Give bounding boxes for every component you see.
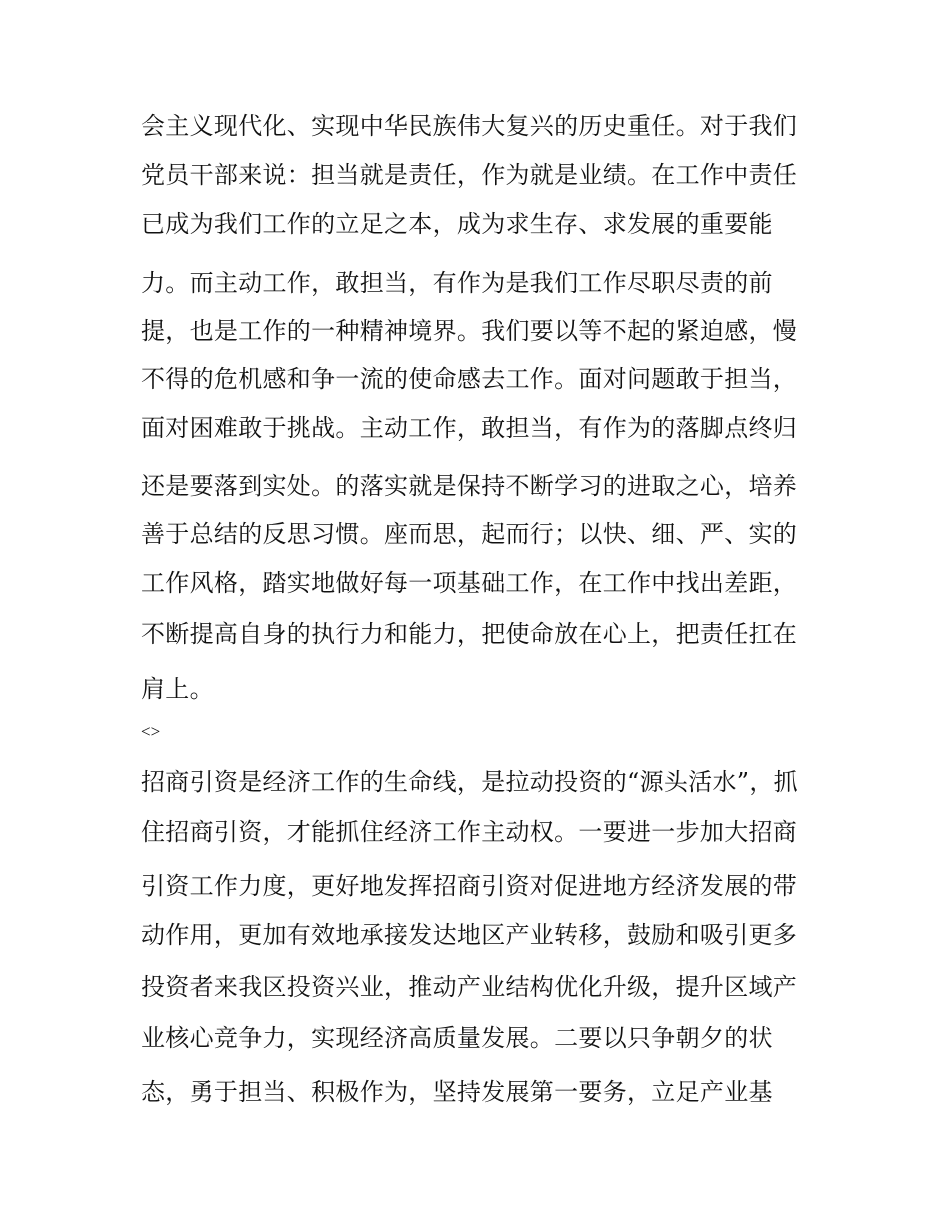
paragraph-1-line-6: 不得的危机感和争一流的使命感去工作。面对问题敢于担当，: [141, 365, 798, 393]
paragraph-2-line-5: 投资者来我区投资兴业，推动产业结构优化升级，提升区域产: [141, 973, 798, 1001]
paragraph-1-line-3: 已成为我们工作的立足之本，成为求生存、求发展的重要能: [141, 210, 773, 238]
paragraph-1-line-1: 会主义现代化、实现中华民族伟大复兴的历史重任。对于我们: [141, 112, 798, 140]
paragraph-1-line-5: 提，也是工作的一种精神境界。我们要以等不起的紧迫感，慢: [141, 317, 798, 345]
paragraph-1-line-11: 不断提高自身的执行力和能力，把使命放在心上，把责任扛在: [141, 620, 798, 648]
paragraph-1-line-12: 肩上。: [141, 675, 214, 703]
paragraph-2-line-3: 引资工作力度，更好地发挥招商引资对促进地方经济发展的带: [141, 872, 798, 900]
paragraph-1-line-2: 党员干部来说：担当就是责任，作为就是业绩。在工作中责任: [141, 161, 798, 189]
paragraph-1-line-9: 善于总结的反思习惯。座而思，起而行；以快、细、严、实的: [141, 520, 798, 548]
paragraph-1-line-7: 面对困难敢于挑战。主动工作，敢担当，有作为的落脚点终归: [141, 414, 798, 442]
paragraph-2-line-6: 业核心竞争力，实现经济高质量发展。二要以只争朝夕的状: [141, 1024, 773, 1052]
paragraph-2-line-1: 招商引资是经济工作的生命线，是拉动投资的“源头活水”，抓: [141, 768, 798, 796]
paragraph-2-line-4: 动作用，更加有效地承接发达地区产业转移，鼓励和吸引更多: [141, 921, 798, 949]
section-marker: <>: [141, 722, 161, 741]
paragraph-2-line-2: 住招商引资，才能抓住经济工作主动权。一要进一步加大招商: [141, 818, 798, 846]
paragraph-1-line-4: 力。而主动工作，敢担当，有作为是我们工作尽职尽责的前: [141, 269, 773, 297]
paragraph-2-line-7: 态，勇于担当、积极作为，坚持发展第一要务，立足产业基: [141, 1078, 773, 1106]
paragraph-1-line-8: 还是要落到实处。的落实就是保持不断学习的进取之心，培养: [141, 472, 798, 500]
paragraph-1-line-10: 工作风格，踏实地做好每一项基础工作，在工作中找出差距，: [141, 569, 798, 597]
